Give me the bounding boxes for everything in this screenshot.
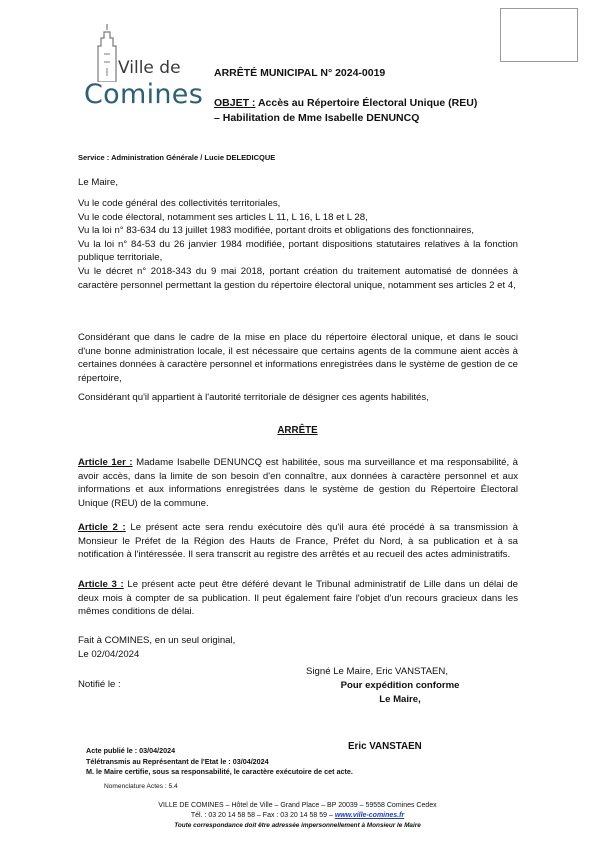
acte-teletransmis: Télétransmis au Représentant de l'Etat le : 03/04/2024 — [86, 756, 269, 766]
fait-line: Fait à COMINES, en un seul original, — [78, 635, 236, 646]
vu-line: Vu la loi n° 83-634 du 13 juillet 1983 modifiée, portant droits et obligations des fonctionnaires, — [78, 225, 475, 237]
arrete-number: ARRÊTÉ MUNICIPAL N° 2024-0019 — [214, 67, 386, 79]
considerant-2: Considérant qu'il appartient à l'autorité territoriale de désigner ces agents habilités, — [78, 392, 429, 403]
article-text: Le présent acte peut être déféré devant le Tribunal administratif de Lille dans un délai de deux mois à compter de sa publication. Il peut également faire l'objet d'un recours gracieux dans les mêmes conditions de délai. — [78, 579, 518, 618]
acte-certifie: M. le Maire certifie, sous sa responsabilité, le caractère exécutoire de cet acte. — [86, 767, 353, 777]
le-maire: Le Maire, — [78, 177, 118, 188]
website-link[interactable]: www.ville-comines.fr — [334, 812, 405, 819]
article-text: Le présent acte sera rendu exécutoire dès qu'il aura été procédé à sa transmission à Monsieur le Préfet de la Région des Hauts de France, Préfet du Nord, à sa publication et à sa notification à l'intéressée. Il sera transcrit au registre des arrêtés et au recueil des actes administratifs. — [78, 522, 518, 561]
vu-line: Vu le code général des collectivités territoriales, — [78, 198, 281, 209]
objet-line-2: – Habilitation de Mme Isabelle DENUNCQ — [214, 112, 420, 124]
footer-phone: Tél. : 03 20 14 58 58 – Fax : 03 20 14 58 59 – — [190, 812, 335, 819]
vu-line: Vu le code électoral, notamment ses articles L 11, L 16, L 18 et L 28, — [78, 211, 368, 223]
article-1 — [78, 456, 518, 510]
vu-line: Vu le décret n° 2018-343 du 9 mai 2018, portant création du traitement automatisé de données à caractère personnel permettant la gestion du répertoire électoral unique, notamment ses articles 2 et 4, — [78, 265, 518, 291]
signataire: Eric VANSTAEN — [348, 741, 422, 752]
nomenclature: Nomenclature Actes : 5.4 — [104, 783, 178, 790]
footer-address: VILLE DE COMINES – Hôtel de Ville – Grand Place – BP 20039 – 59558 Comines Cedex — [158, 802, 437, 809]
footer-note: Toute correspondance doit être adressée impersonnellement à Monsieur le Maire — [174, 822, 421, 829]
footer — [0, 801, 595, 831]
vu-block — [78, 197, 518, 292]
belfry-icon — [94, 24, 120, 82]
service-line: Service : Administration Générale / Lucie DELEDICQUE — [78, 153, 276, 162]
objet — [214, 96, 514, 126]
objet-label: OBJET : — [214, 97, 256, 109]
article-text: Madame Isabelle DENUNCQ est habilitée, sous ma surveillance et ma responsabilité, à avoir accès, dans la limite de son besoin d'en connaître, aux données à caractère personnel et aux informations et aux informations enregistrées dans le système de gestion du Répertoire Électoral Unique (REU) de la commune. — [78, 457, 519, 509]
city-logo — [84, 24, 204, 114]
date-line: Le 02/04/2024 — [78, 649, 140, 660]
acte-publie: Acte publié le : 03/04/2024 — [86, 746, 176, 755]
expedition-line: Pour expédition conforme — [340, 680, 460, 691]
le-maire-line: Le Maire, — [379, 694, 421, 705]
logo-text-ville: Ville de — [118, 58, 181, 78]
considerant-1: Considérant que dans le cadre de la mise en place du répertoire électoral unique, et dans le souci d'une bonne administration locale, il est nécessaire que certains agents de la commune aient accès à certaines données à caractère personnel et informations enregistrées dans le système de gestion de ce répertoire, — [78, 332, 518, 384]
article-label: Article 1er : — [78, 457, 133, 468]
article-3 — [78, 578, 518, 619]
article-label: Article 2 : — [78, 522, 126, 533]
fait-a — [78, 634, 235, 662]
acte-info — [86, 746, 353, 778]
vu-line: Vu la loi n° 84-53 du 26 janvier 1984 modifiée, portant dispositions statutaires relatives à la fonction publique territoriale, — [78, 238, 518, 264]
expedition-conforme — [320, 679, 480, 707]
signe-le-maire: Signé Le Maire, Eric VANSTAEN, — [306, 666, 448, 677]
arrete-title: ARRÊTE — [277, 425, 318, 436]
article-2 — [78, 521, 518, 562]
objet-line-1: Accès au Répertoire Électoral Unique (REU) — [257, 97, 478, 109]
stamp-box — [500, 8, 578, 62]
article-label: Article 3 : — [78, 579, 124, 590]
notifie-le: Notifié le : — [78, 679, 121, 690]
logo-text-comines: Comines — [84, 79, 204, 110]
